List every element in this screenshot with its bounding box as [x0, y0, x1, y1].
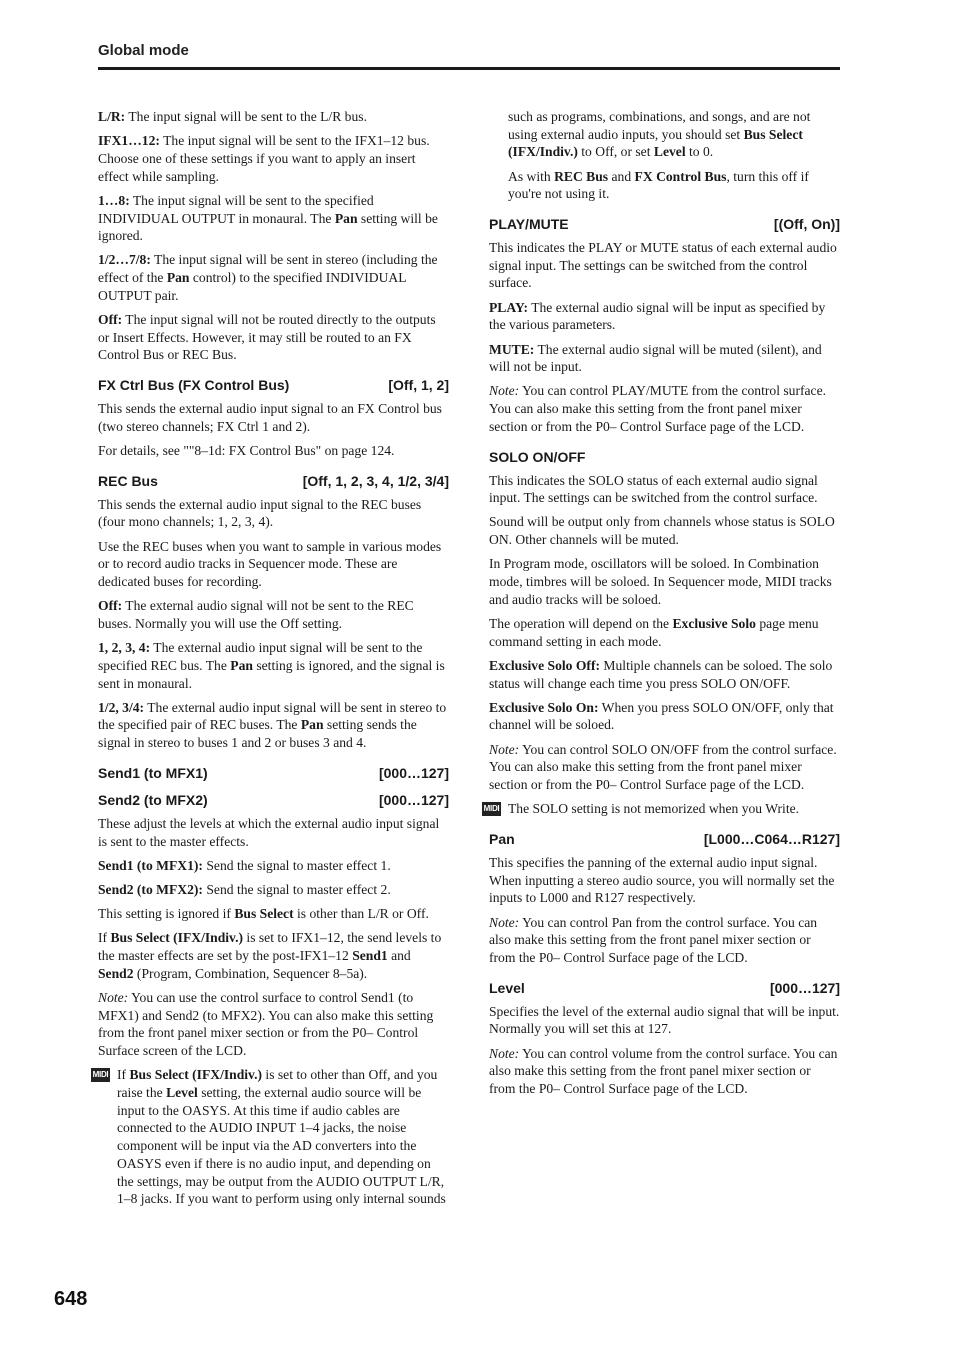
level-desc: Specifies the level of the external audio signal that will be input. Normally you will set this at 127.	[489, 1003, 840, 1037]
send-ignored-note: This setting is ignored if Bus Select is other than L/R or Off.	[98, 906, 429, 922]
rec-bus-usage: Use the REC buses when you want to sample in various modes or to record audio tracks in Sequencer mode. These are dedicated buses for recording.	[98, 538, 442, 590]
mute-option: MUTE: The external audio signal will be muted (silent), and will not be input.	[489, 341, 822, 375]
play-mute-desc: This indicates the PLAY or MUTE status of each external audio signal input. The settings can be switched from the control surface.	[489, 240, 837, 291]
rec-option-stereo: 1/2, 3/4: The external audio input signal will be sent in stereo to the specified pair of REC buses. The Pan setting sends the signal in stereo to buses 1 and 2 or buses 3 and 4.	[98, 699, 447, 751]
right-column	[483, 108, 840, 1104]
param-heading-pan: Pan [L000…C064…R127]	[489, 831, 840, 847]
midi-note-solo: MIDI The SOLO setting is not memorized when you Write.	[483, 801, 800, 817]
page-number: 648	[54, 1288, 88, 1310]
option-stereo-pairs: 1/2…7/8: The input signal will be sent in stereo (including the effect of the Pan control) to the specified INDIVIDUAL OUTPUT pair.	[98, 252, 438, 303]
left-column	[92, 108, 449, 1214]
midi-note-rec-fx: As with REC Bus and FX Control Bus, turn this off if you're not using it.	[508, 168, 809, 202]
option-lr: L/R: The input signal will be sent to the L/R bus.	[98, 109, 367, 124]
fx-ctrl-desc: This sends the external audio input signal to an FX Control bus (two stereo channels; FX Ctrl 1 and 2).	[98, 401, 442, 434]
option-off: Off: The input signal will not be routed directly to the outputs or Insert Effects. However, it may still be routed to an FX Control Bus or REC Bus.	[98, 312, 436, 363]
option-1-8: 1…8: The input signal will be sent to the specified INDIVIDUAL OUTPUT in monaural. The Pan setting will be ignored.	[98, 192, 438, 244]
midi-icon: MIDI	[482, 802, 501, 816]
solo-modes: In Program mode, oscillators will be soloed. In Combination mode, timbres will be soloed. In Sequencer mode, MIDI tracks and audio tracks will be soloed.	[489, 556, 832, 607]
param-heading-play-mute: PLAY/MUTE [(Off, On)]	[489, 216, 840, 233]
pan-note: Note: You can control Pan from the control surface. You can also make this setting from the front panel mixer section or from the P0– Control Surface page of the LCD.	[489, 914, 818, 966]
option-ifx: IFX1…12: The input signal will be sent to the IFX1–12 bus. Choose one of these settings if you want to apply an insert effect while sampling.	[98, 133, 430, 184]
midi-note-continued: such as programs, combinations, and songs, and are not using external audio inputs, you should set Bus Select (IFX/Indiv.) to Off, or set Level to 0.	[508, 109, 811, 160]
exclusive-solo-on: Exclusive Solo On: When you press SOLO ON/OFF, only that channel will be soloed.	[489, 699, 834, 733]
param-heading-rec-bus: REC Bus [Off, 1, 2, 3, 4, 1/2, 3/4]	[98, 472, 449, 489]
level-note: Note: You can control volume from the control surface. You can also make this setting from the front panel mixer section or from the P0– Control Surface page of the LCD.	[489, 1045, 838, 1097]
midi-icon: MIDI	[91, 1068, 110, 1082]
solo-desc: This indicates the SOLO status of each external audio signal input. The settings can be switched from the control surface.	[489, 472, 818, 506]
send1-option: Send1 (to MFX1): Send the signal to master effect 1.	[98, 857, 391, 873]
send-desc: These adjust the levels at which the external audio input signal is sent to the master effects.	[98, 815, 440, 849]
param-heading-send2: Send2 (to MFX2) [000…127]	[98, 791, 449, 808]
solo-exclusive-ref: The operation will depend on the Exclusive Solo page menu command setting in each mode.	[489, 615, 819, 649]
solo-note: Note: You can control SOLO ON/OFF from the control surface. You can also make this setting from the front panel mixer section or from the P0– Control Surface page of the LCD.	[489, 741, 837, 793]
param-heading-solo: SOLO ON/OFF	[489, 448, 586, 465]
midi-note-bus-select: MIDI If Bus Select (IFX/Indiv.) is set to other than Off, and you raise the Level setting, the external audio source will be input to the OASYS. At this time if audio cables are connected to the AUDIO INPUT 1–4 jacks, the noise component will be input via the AD converters into the OASYS even if there is no audio input, and depending on the settings, may be output from the AUDIO OUTPUT L/R, 1–8 jacks. If you want to perform using only internal sounds	[92, 1067, 446, 1207]
param-heading-fx-ctrl-bus: FX Ctrl Bus (FX Control Bus) [Off, 1, 2]	[98, 377, 449, 394]
header-rule	[98, 67, 840, 70]
rec-option-off: Off: The external audio signal will not be sent to the REC buses. Normally you will use the Off setting.	[98, 598, 414, 631]
param-heading-send1: Send1 (to MFX1) [000…127]	[98, 764, 449, 781]
send-control-note: Note: You can use the control surface to control Send1 (to MFX1) and Send2 (to MFX2). You can also make this setting from the front panel mixer section or from the P0– Control Surface screen of the LCD.	[98, 990, 434, 1059]
fx-ctrl-ref: For details, see ""8–1d: FX Control Bus" on page 124.	[98, 443, 395, 459]
solo-output: Sound will be output only from channels whose status is SOLO ON. Other channels will be muted.	[489, 514, 835, 548]
play-option: PLAY: The external audio signal will be input as specified by the various parameters.	[489, 299, 826, 333]
send2-option: Send2 (to MFX2): Send the signal to master effect 2.	[98, 882, 391, 897]
running-header: Global mode	[98, 42, 189, 59]
pan-desc: This specifies the panning of the external audio input signal. When inputting a stereo audio source, you will normally set the inputs to L000 and R127 respectively.	[489, 855, 835, 906]
rec-bus-desc: This sends the external audio input signal to the REC buses (four mono channels; 1, 2, 3, 4).	[98, 496, 422, 530]
exclusive-solo-off: Exclusive Solo Off: Multiple channels can be soloed. The solo status will change each time you press SOLO ON/OFF.	[489, 657, 833, 691]
send-ifx-note: If Bus Select (IFX/Indiv.) is set to IFX1–12, the send levels to the master effects are set by the post-IFX1–12 Send1 and Send2 (Program, Combination, Sequencer 8–5a).	[98, 930, 442, 981]
rec-option-mono: 1, 2, 3, 4: The external audio input signal will be sent to the specified REC bus. The Pan setting is ignored, and the signal is sent in monaural.	[98, 640, 445, 691]
param-heading-level: Level [000…127]	[489, 979, 840, 996]
play-mute-note: Note: You can control PLAY/MUTE from the control surface. You can also make this setting from the front panel mixer section or from the P0– Control Surface page of the LCD.	[489, 383, 827, 434]
